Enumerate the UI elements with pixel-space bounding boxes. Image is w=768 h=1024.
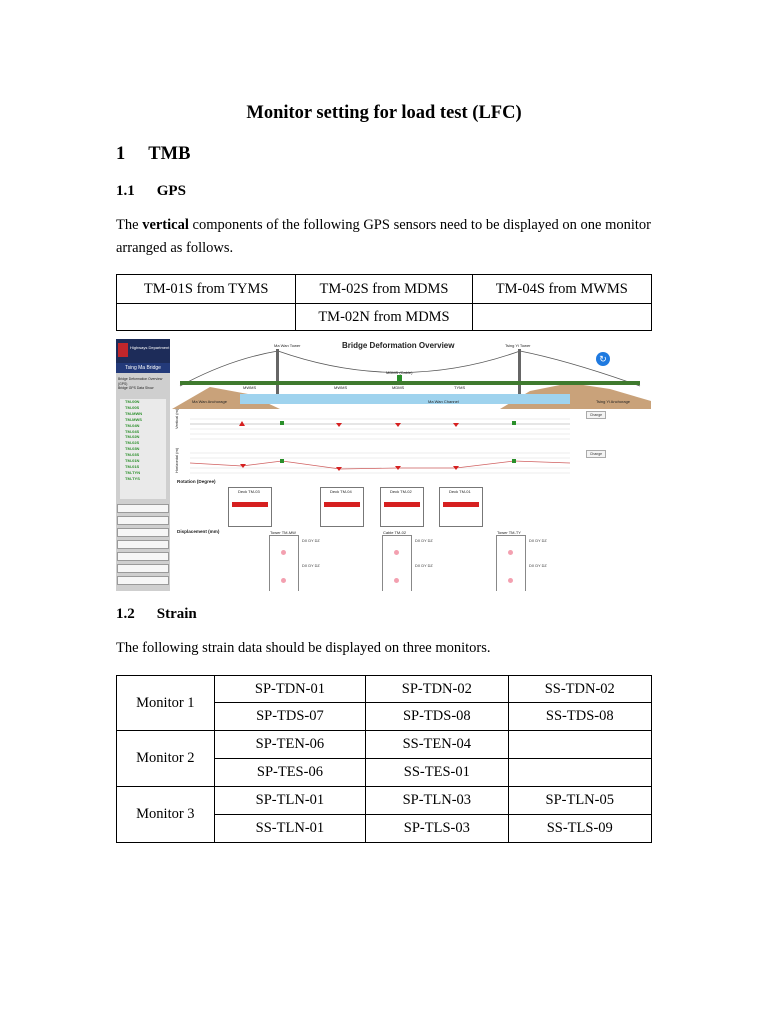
deck-panel <box>439 487 483 527</box>
dx-dy-dz-header: DX DY DZ <box>302 564 320 568</box>
vertical-marker <box>239 421 245 426</box>
list-item: TM-01N <box>125 458 140 464</box>
sensor-list <box>120 399 166 499</box>
deck-title: Deck TM-01 <box>449 489 471 494</box>
displacement-dot <box>394 550 399 555</box>
strain-table <box>116 675 652 843</box>
monitor-cell: Monitor 2 <box>117 731 215 787</box>
list-item: TM-03N <box>125 446 140 452</box>
table-cell: SP-TLN-05 <box>508 787 651 815</box>
strain-paragraph: The following strain data should be displayed on three monitors. <box>116 640 491 656</box>
table-cell: SP-TDN-01 <box>214 676 365 703</box>
table-cell: SP-TDS-07 <box>214 703 365 731</box>
section-number: 1 <box>116 144 126 164</box>
table-cell: SS-TLS-09 <box>508 815 651 843</box>
control-row <box>117 552 169 561</box>
water <box>240 394 570 404</box>
monitor-cell: Monitor 1 <box>117 676 215 731</box>
mdms-label: MDMS <box>392 385 405 390</box>
dx-dy-dz-header: DX DY DZ <box>529 564 547 568</box>
displacement-dot <box>508 550 513 555</box>
table-row <box>117 275 652 304</box>
page-title: Monitor setting for load test (LFC) <box>246 103 522 123</box>
gps-marker <box>397 375 402 381</box>
deck-title: Deck TM-03 <box>238 489 260 494</box>
list-item: TM-00S <box>125 404 140 410</box>
panel-title: Tower TM-MW <box>270 530 296 535</box>
deck-title: Deck TM-02 <box>390 489 412 494</box>
section-1-1-heading <box>116 183 186 200</box>
table-row <box>117 304 652 331</box>
table-cell: SP-TDN-02 <box>366 676 508 703</box>
section-title: Strain <box>156 606 197 622</box>
table-cell: SP-TES-06 <box>214 759 365 787</box>
deck-panel <box>320 487 364 527</box>
vertical-marker <box>512 421 516 425</box>
table-cell: SS-TDN-02 <box>508 676 651 703</box>
horizontal-marker <box>280 459 284 463</box>
control-row <box>117 528 169 537</box>
table-cell <box>508 759 651 787</box>
tsing-yi-tower-shape <box>518 349 521 394</box>
figure-heading: Bridge Deformation Overview <box>342 341 455 350</box>
change-button: Change <box>586 450 606 458</box>
displacement-panel <box>382 530 412 591</box>
mdms-cable-label: MDMS (Cable) <box>386 370 413 375</box>
list-item: TM-02S <box>125 440 140 446</box>
list-item: TM-04S <box>125 428 140 434</box>
dx-dy-dz-header: DX DY DZ <box>415 539 433 543</box>
tsing-yi-tower-label: Tsing Yi Tower <box>505 343 531 348</box>
table-row <box>117 787 652 815</box>
logo-icon <box>118 343 128 357</box>
table-cell: SP-TDS-08 <box>366 703 508 731</box>
table-cell: SS-TLN-01 <box>214 815 365 843</box>
table-row <box>117 676 652 703</box>
list-item: TM-00N <box>125 399 140 404</box>
vertical-marker <box>336 423 342 427</box>
gps-table <box>116 274 652 331</box>
bridge-deformation-screenshot <box>116 339 651 591</box>
table-row <box>117 731 652 759</box>
table-cell: SS-TEN-04 <box>366 731 508 759</box>
ma-wan-tower-shape <box>276 349 279 394</box>
table-cell <box>117 304 296 331</box>
horizontal-axis-label: Horizontal (m) <box>174 447 179 473</box>
deck-section-shape <box>443 502 479 507</box>
list-item: TM-04N <box>125 422 140 428</box>
list-item: TM-02N <box>125 434 140 440</box>
vertical-axis-label: Vertical (m) <box>174 408 179 429</box>
list-item: TM-MWN <box>125 410 143 416</box>
ma-wan-channel-label: Ma Wan Channel <box>428 399 459 404</box>
monitor-cell: Monitor 3 <box>117 787 215 843</box>
table-cell: SP-TEN-06 <box>214 731 365 759</box>
displacement-dot <box>281 578 286 583</box>
section-number: 1.2 <box>116 606 135 622</box>
control-row <box>117 564 169 573</box>
menu-item: Bridge GPS Data Show <box>118 386 154 390</box>
dx-dy-dz-header: DX DY DZ <box>415 564 433 568</box>
dx-dy-dz-header: DX DY DZ <box>529 539 547 543</box>
list-item: TM-MWS <box>125 416 142 422</box>
brand-bar <box>116 339 170 363</box>
table-cell <box>508 731 651 759</box>
section-1-2-heading <box>116 606 197 623</box>
horizontal-marker <box>512 459 516 463</box>
figure-sidebar <box>116 339 170 591</box>
list-item: TM-TYN <box>125 469 141 475</box>
refresh-icon: ↻ <box>596 352 610 366</box>
ma-wan-anchorage-label: Ma Wan Anchorage <box>192 399 227 404</box>
control-row <box>117 576 169 585</box>
panel-title: Cable TM-02 <box>383 530 407 535</box>
table-cell: SP-TLN-01 <box>214 787 365 815</box>
text: components of the following GPS sensors need to be displayed on one monitor arranged as follows. <box>116 217 651 256</box>
text: The <box>116 217 143 233</box>
section-title: TMB <box>148 144 191 164</box>
displacement-dot <box>281 550 286 555</box>
displacement-dot <box>394 578 399 583</box>
vertical-marker <box>453 423 459 427</box>
deck-section-shape <box>232 502 268 507</box>
brand-text: Highways Department <box>130 345 170 350</box>
deck-section-shape <box>384 502 420 507</box>
vertical-marker <box>280 421 284 425</box>
deck-panel <box>228 487 272 527</box>
displacement-panel <box>269 530 299 591</box>
control-row <box>117 504 169 513</box>
vertical-marker <box>395 423 401 427</box>
control-row <box>117 540 169 549</box>
tyms-label: TYMS <box>454 385 466 390</box>
table-cell: SP-TLN-03 <box>366 787 508 815</box>
tsing-yi-anchorage-label: Tsing Yi Anchorage <box>596 399 631 404</box>
table-cell: SS-TDS-08 <box>508 703 651 731</box>
bridge-name: Tsing Ma Bridge <box>116 363 170 373</box>
bold-text: vertical <box>142 217 189 233</box>
section-1-heading <box>116 144 190 165</box>
table-cell <box>472 304 651 331</box>
list-item: TM-01S <box>125 463 140 469</box>
section-title: GPS <box>156 183 186 199</box>
dx-dy-dz-header: DX DY DZ <box>302 539 320 543</box>
gps-paragraph <box>116 214 651 260</box>
table-cell: TM-01S from TYMS <box>117 275 296 304</box>
panel-title: Tower TM-TY <box>497 530 521 535</box>
displacement-dot <box>508 578 513 583</box>
table-cell: SS-TES-01 <box>366 759 508 787</box>
control-row <box>117 516 169 525</box>
deck-title: Deck TM-04 <box>330 489 352 494</box>
deck-panel <box>380 487 424 527</box>
table-cell: SP-TLS-03 <box>366 815 508 843</box>
figure-menu <box>118 377 168 391</box>
table-cell: TM-04S from MWMS <box>472 275 651 304</box>
displacement-panel <box>496 530 526 591</box>
rotation-label: Rotation (Degree) <box>177 479 216 484</box>
ma-wan-tower-label: Ma Wan Tower <box>274 343 301 348</box>
table-cell: TM-02S from MDMS <box>296 275 472 304</box>
mwms-label: MWMS <box>243 385 257 390</box>
deck-section-shape <box>324 502 360 507</box>
table-cell: TM-02N from MDMS <box>296 304 472 331</box>
main-cable <box>180 351 640 386</box>
change-button: Change <box>586 411 606 419</box>
section-number: 1.1 <box>116 183 135 199</box>
menu-item: Bridge Deformation Overview (GPS) <box>118 377 163 386</box>
displacement-label: Displacement (mm) <box>177 529 220 534</box>
mwms-label: MWMS <box>334 385 348 390</box>
list-item: TM-03S <box>125 452 140 458</box>
list-item: TM-TYS <box>125 475 140 481</box>
sidebar-controls <box>117 501 169 589</box>
